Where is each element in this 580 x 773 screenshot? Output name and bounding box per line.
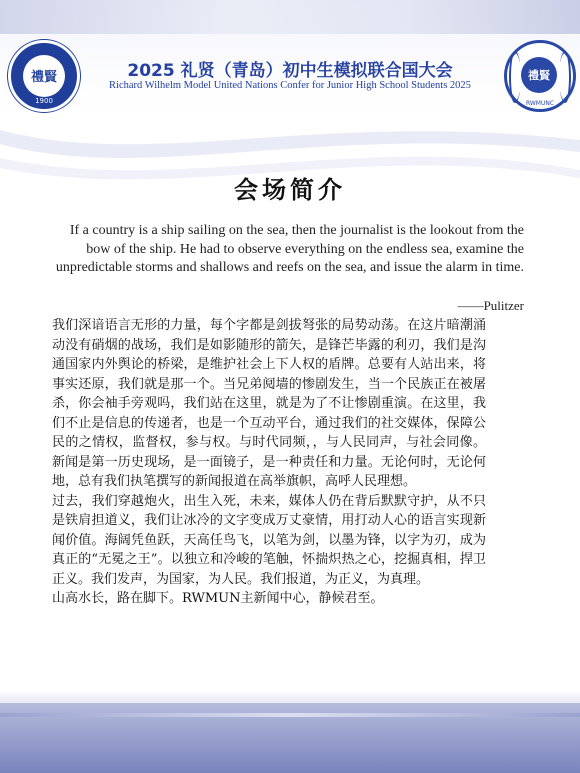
page-title: 会场简介 bbox=[234, 175, 346, 204]
logo-year: 1900 bbox=[35, 97, 53, 105]
quote-attribution: ——Pulitzer bbox=[457, 298, 524, 313]
logo-character: 禮賢 bbox=[528, 69, 550, 82]
paragraph: 山高水长，路在脚下。RWMUN主新闻中心，静候君至。 bbox=[52, 591, 384, 606]
page-header bbox=[0, 0, 580, 110]
conference-title: 2025 礼贤（青岛）初中生模拟联合国大会 bbox=[127, 61, 453, 81]
page-footer bbox=[0, 703, 580, 773]
conference-subtitle: Richard Wilhelm Model United Nations Confer for Junior High School Students 2025 bbox=[109, 80, 471, 91]
logo-emblem bbox=[521, 57, 557, 93]
paragraph: 过去，我们穿越炮火，出生入死，未来，媒体人仍在背后默默守护，从不只是铁肩担道义，我们让冰冷的文字变成万丈豪情，用打动人心的语言实现新闻价值。海阔凭鱼跃，天高任鸟飞，以笔为剑，以墨为锋，以字为刃，成为真正的“无冕之王”。以独立和冷峻的笔触，怀揣炽热之心，挖掘真相，捍卫正义。我们发声，为国家，为人民。我们报道，为正义，为真理。 bbox=[52, 493, 486, 587]
logo-caption: RWMUNC bbox=[525, 100, 555, 107]
logo-emblem bbox=[23, 55, 65, 97]
paragraph: 我们深谙语言无形的力量，每个字都是剑拔弩张的局势动荡。在这片暗潮涌动没有硝烟的战场，我们是如影随形的箭矢，是锋芒毕露的利刃，我们是沟通国家内外舆论的桥梁，是维护社会上下人权的盾牌。总要有人站出来，将事实还原，我们就是那一个。当兄弟阋墙的惨剧发生，当一个民族正在被屠杀，你会袖手旁观吗，我们站在这里，就是为了不让惨剧重演。在这里，我们不止是信息的传递者，也是一个互动平台，通过我们的社交媒体，保障公民的之情权，监督权，参与权。与时代同频，，与人民同声，与社会同像。新闻是第一历史现场，是一面镜子，是一种责任和力量。无论何时，无论何地，总有我们执笔撰写的新闻报道在高举旗帜，高呼人民理想。 bbox=[52, 318, 486, 489]
logo-character: 禮賢 bbox=[30, 70, 57, 85]
pulitzer-quote: If a country is a ship sailing on the sea, then the journalist is the lookout from the bow of the ship. He had to observe everything on the endless sea, examine the unpredictable storms and shallows and reefs on the sea, and issue the alarm in time. bbox=[55, 223, 524, 275]
venue-introduction bbox=[52, 316, 486, 609]
laurel-right-icon bbox=[559, 51, 571, 103]
footer-stripe bbox=[0, 713, 580, 717]
header-band bbox=[0, 0, 580, 34]
laurel-left-icon bbox=[509, 51, 521, 103]
